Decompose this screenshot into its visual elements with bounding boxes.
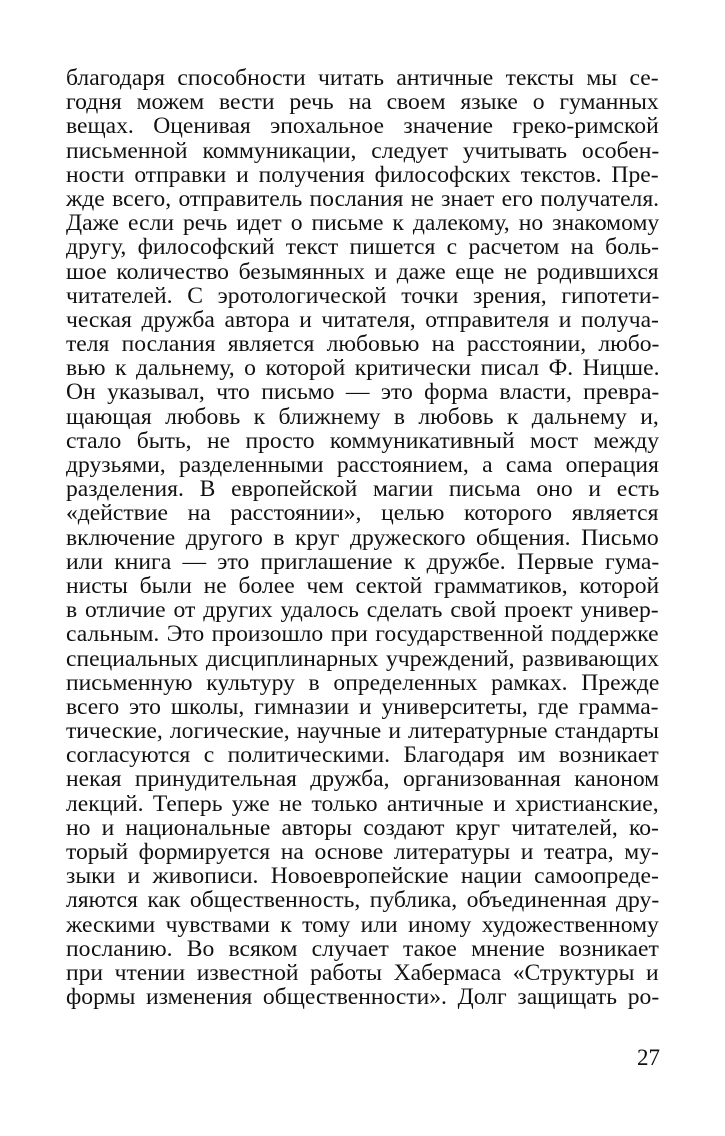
text-line: включение другого в круг дружеского общения. Письмо xyxy=(66,524,659,551)
text-line: разделения. В европейской магии письма оно и есть xyxy=(66,476,660,503)
text-line: шое количество безымянных и даже еще не родившихся xyxy=(66,258,659,285)
text-line: всего это школы, гимназии и университеты, где грамма- xyxy=(66,693,659,720)
text-line: специальных дисциплинарных учреждений, развивающих xyxy=(66,645,659,672)
text-line: вещах. Оценивая эпохальное значение греко-римской xyxy=(66,113,659,140)
text-line: ляются как общественность, публика, объединенная дру- xyxy=(66,887,660,914)
text-line: теля послания является любовью на расстоянии, любо- xyxy=(66,331,660,358)
text-line: или книга — это приглашение к дружбе. Первые гума- xyxy=(66,548,660,575)
text-line: другу, философский текст пишется с расчетом на боль- xyxy=(66,234,659,261)
text-line: согласуются с политическими. Благодаря им возникает xyxy=(66,742,659,769)
text-line: ности отправки и получения философских текстов. Пре- xyxy=(66,161,659,188)
text-line: вью к дальнему, о которой критически писал Ф. Ницше. xyxy=(66,355,660,382)
text-line: при чтении известной работы Хабермаса «Структуры и xyxy=(66,959,659,986)
body-text xyxy=(66,66,659,1009)
text-line: письменной коммуникации, следует учитывать особен- xyxy=(66,137,660,164)
page-number: 27 xyxy=(637,1045,660,1070)
text-line: благодаря способности читать античные тексты мы се- xyxy=(66,65,659,91)
text-line: некая принудительная дружба, организованная каноном xyxy=(66,766,660,793)
text-line: Он указывал, что письмо — это форма власти, превра- xyxy=(66,379,660,406)
text-line: ческая дружба автора и читателя, отправителя и получа- xyxy=(66,306,659,333)
text-line: торый формируется на основе литературы и театра, му- xyxy=(66,839,659,865)
text-line: «действие на расстоянии», целью которого является xyxy=(66,500,659,527)
text-line: лекций. Теперь уже не только античные и христианские, xyxy=(66,790,659,817)
text-line: формы изменения общественности». Долг защищать ро- xyxy=(66,984,660,1011)
text-line: годня можем вести речь на своем языке о гуманных xyxy=(66,89,659,116)
text-line: читателей. С эротологической точки зрения, гипотети- xyxy=(66,282,660,309)
text-line: стало быть, не просто коммуникативный мост между xyxy=(66,427,659,454)
text-line: щающая любовь к ближнему в любовь к дальнему и, xyxy=(66,403,659,430)
text-line: письменную культуру в определенных рамках. Прежде xyxy=(66,669,660,696)
text-line: друзьями, разделенными расстоянием, а сама операция xyxy=(66,452,659,478)
text-line: но и национальные авторы создают круг читателей, ко- xyxy=(66,814,659,841)
text-line: сальным. Это произошло при государственной поддержке xyxy=(66,621,659,648)
text-line: жде всего, отправитель послания не знает его получателя. xyxy=(66,185,660,212)
text-line: тические, логические, научные и литературные стандарты xyxy=(66,718,659,745)
text-line: посланию. Во всяком случает такое мнение возникает xyxy=(66,935,659,962)
text-line: нисты были не более чем сектой грамматиков, которой xyxy=(66,572,660,599)
text-line: Даже если речь идет о письме к далекому, но знакомому xyxy=(66,210,660,237)
text-line: зыки и живописи. Новоевропейские нации самоопреде- xyxy=(66,863,659,890)
text-line: в отличие от других удалось сделать свой проект универ- xyxy=(66,597,659,624)
text-line: жескими чувствами к тому или иному художественному xyxy=(66,911,659,938)
